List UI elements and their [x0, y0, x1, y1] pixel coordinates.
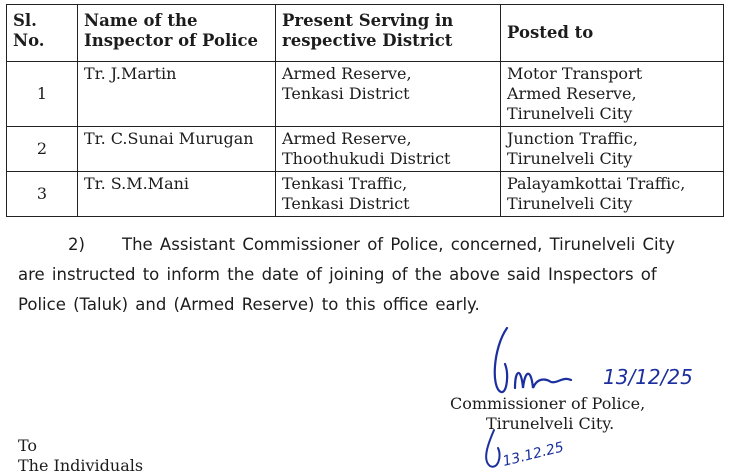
signatory-designation: Commissioner of Police,	[450, 394, 646, 413]
instruction-paragraph	[18, 230, 728, 320]
cell-posted: Palayamkottai Traffic, Tirunelveli City	[501, 172, 724, 217]
signatory-city: Tirunelveli City.	[486, 414, 615, 433]
initial-mark	[470, 420, 590, 471]
cell-sl: 3	[7, 172, 78, 217]
table-header-row	[7, 5, 724, 62]
cell-present: Tenkasi Traffic, Tenkasi District	[276, 172, 501, 217]
table-row	[7, 127, 724, 172]
cell-name: Tr. C.Sunai Murugan	[78, 127, 276, 172]
header-posted-to: Posted to	[501, 5, 724, 62]
cell-present: Armed Reserve, Thoothukudi District	[276, 127, 501, 172]
cell-sl: 1	[7, 62, 78, 127]
cell-present: Armed Reserve, Tenkasi District	[276, 62, 501, 127]
table-row	[7, 62, 724, 127]
cell-posted: Junction Traffic, Tirunelveli City	[501, 127, 724, 172]
signature-date: 13/12/25	[603, 365, 693, 389]
paragraph-line: are instructed to inform the date of joining of the above said Inspectors of	[18, 265, 657, 284]
signature-mark	[485, 318, 715, 398]
paragraph-line: 2) The Assistant Commissioner of Police, concerned, Tirunelveli City	[18, 230, 728, 260]
cell-name: Tr. S.M.Mani	[78, 172, 276, 217]
address-to: To	[18, 436, 38, 455]
address-recipient: The Individuals	[18, 456, 144, 475]
table-row	[7, 172, 724, 217]
cell-sl: 2	[7, 127, 78, 172]
header-inspector-name: Name of the Inspector of Police	[78, 5, 276, 62]
paragraph-number: 2)	[68, 235, 85, 254]
cell-posted: Motor Transport Armed Reserve, Tirunelveli City	[501, 62, 724, 127]
header-present-serving: Present Serving in respective District	[276, 5, 501, 62]
header-sl-no: Sl. No.	[7, 5, 78, 62]
paragraph-line: Police (Taluk) and (Armed Reserve) to this office early.	[18, 295, 480, 314]
initial-date: 13.12.25	[501, 439, 566, 470]
posting-table	[6, 4, 724, 217]
cell-name: Tr. J.Martin	[78, 62, 276, 127]
